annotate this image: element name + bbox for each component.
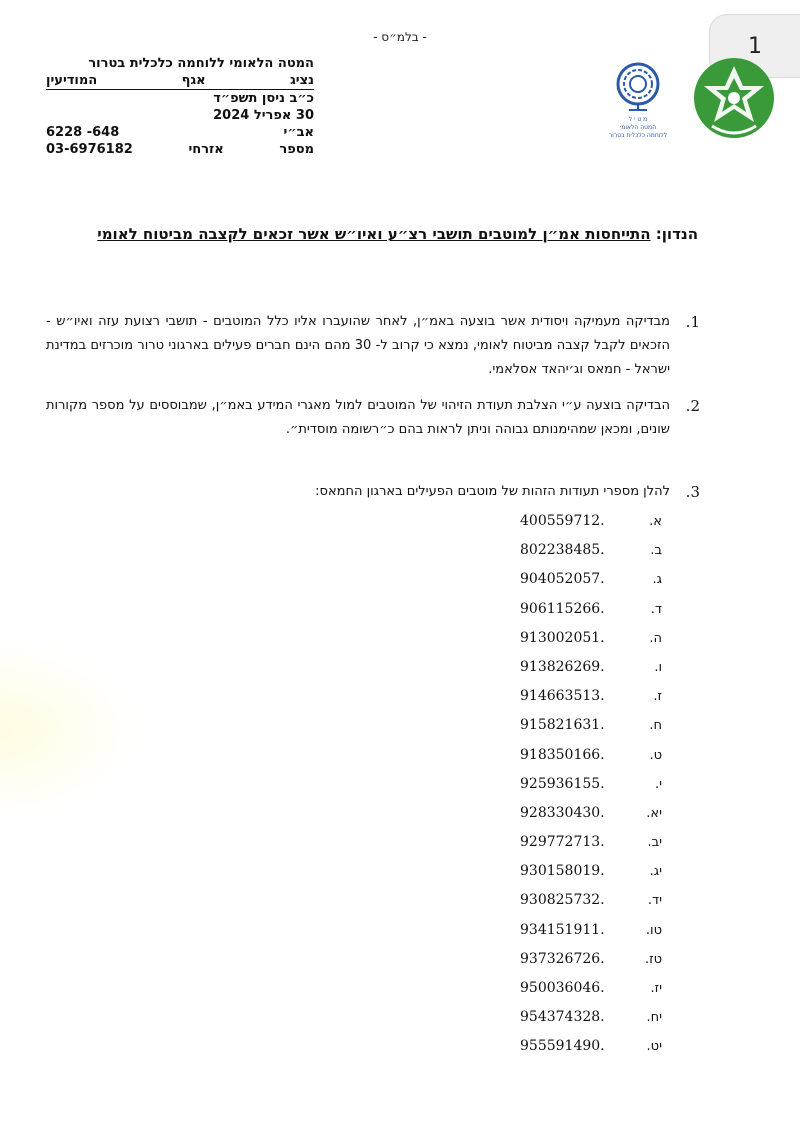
sender-role-value: המודיעין [46, 73, 98, 88]
list-item-letter: ו. [654, 659, 662, 675]
list-item-letter: יג. [649, 864, 662, 880]
list-item [520, 1003, 662, 1032]
list-item [520, 770, 662, 799]
list-item [520, 536, 662, 565]
list-item-letter: ג. [652, 572, 662, 588]
phone-type: אזרחי [188, 142, 224, 157]
sender-org: המטה הלאומי ללוחמה כלכלית בטרור [88, 56, 314, 71]
list-item-id: 930825732. [520, 892, 605, 909]
page-number: 1 [748, 33, 762, 59]
list-item-letter: יז. [650, 981, 662, 996]
list-item-id: 929772713. [520, 834, 605, 851]
list-item-letter: ח. [649, 718, 662, 734]
paragraph-text: הבדיקה בוצעה ע״י הצלבת תעודת הזיהוי של המוטבים למול מאגרי המידע באמ״ן, שמבוססים על מספר מקורות שונים, ומכאן שמהימנותם גבוהה וניתן לראות בהם כ״רשומה מוסדית״. [46, 398, 670, 437]
reference-label: אב״י [283, 125, 314, 140]
list-item-letter: ז. [653, 689, 662, 705]
list-item [520, 682, 662, 711]
list-item-id: 928330430. [520, 804, 605, 821]
list-item-letter: ב. [650, 543, 662, 559]
list-item-letter: יח. [646, 1010, 662, 1026]
classification-label: - בלמ״ס - [373, 30, 427, 44]
sender-role-sep: אגף [181, 73, 206, 88]
list-item-letter: ט. [649, 747, 662, 763]
list-item [520, 886, 662, 915]
list-item-id: 914663513. [520, 688, 605, 705]
list-item [520, 945, 662, 974]
phone-row [46, 141, 314, 158]
list-item-id: 954374328. [520, 1009, 605, 1026]
phone-label: מספר [279, 142, 314, 157]
list-item-letter: יא. [646, 805, 662, 821]
list-item-id: 934151911. [520, 921, 605, 938]
fiu-logo [598, 60, 678, 144]
scan-shade [0, 640, 140, 820]
sender-role-label: נציג [289, 73, 314, 88]
paragraph-number: 3. [685, 483, 700, 501]
date-gregorian: 30 אפריל 2024 [213, 108, 314, 123]
list-item-letter: יד. [647, 893, 662, 909]
reference-row [46, 124, 314, 141]
list-item-id: 918350166. [520, 746, 605, 763]
list-item-id: 802238485. [520, 542, 605, 559]
fiu-logo-line-2: המטה הלאומי [619, 124, 657, 131]
list-item [520, 857, 662, 886]
phone-value: 03-6976182 [46, 142, 133, 157]
list-item [520, 595, 662, 624]
list-item-id: 913002051. [520, 629, 605, 646]
list-item-id: 955591490. [520, 1038, 605, 1055]
list-item-letter: י. [654, 776, 662, 792]
list-item-letter: טז. [644, 951, 662, 967]
list-item-id: 930158019. [520, 863, 605, 880]
list-item [520, 565, 662, 594]
intelligence-emblem-icon [692, 56, 776, 140]
list-item [520, 741, 662, 770]
sender-role-row [46, 72, 314, 90]
paragraph-number: 1. [685, 313, 700, 331]
list-item-letter: יט. [646, 1039, 662, 1055]
list-item-letter: טו. [645, 922, 662, 938]
list-item [520, 624, 662, 653]
reference-value: 6228 -648 [46, 125, 120, 140]
paragraph-text: מבדיקה מעמיקה ויסודית אשר בוצעה באמ״ן, לאחר שהועברו אליו כלל המוטבים - תושבי רצועת עזה ואיו״ש - הזכאים לקבל קצבה מביטוח לאומי, נמצא כי קרוב ל- 30 מהם הינם חברים פעילים בארגוני טרור מוכרזים במדינת ישראל - חמאס וג׳יהאד אסלאמי. [46, 314, 670, 377]
subject-line [50, 222, 698, 246]
list-item-id: 400559712. [520, 513, 605, 529]
paragraph-number: 2. [685, 397, 700, 415]
paragraph-2 [46, 394, 700, 442]
paragraph-text: להלן מספרי תעודות הזהות של מוטבים הפעילים בארגון החמאס: [315, 484, 670, 499]
sender-block [46, 55, 314, 158]
list-item-letter: ה. [649, 630, 662, 646]
list-item [520, 799, 662, 828]
list-item-id: 925936155. [520, 775, 605, 792]
list-item [520, 653, 662, 682]
list-item-id: 906115266. [520, 600, 605, 617]
list-item [520, 711, 662, 740]
list-item [520, 828, 662, 857]
paragraph-3 [46, 480, 700, 504]
date-hebrew: כ״ב ניסן תשפ״ד [213, 91, 314, 106]
subject-text: התייחסות אמ״ן למוטבים תושבי רצ״ע ואיו״ש אשר זכאים לקצבה מביטוח לאומי [97, 225, 651, 243]
fiu-logo-line-3: ללוחמה כלכלית בטרור [608, 132, 668, 139]
list-item [520, 974, 662, 1003]
list-item [520, 916, 662, 945]
list-item-letter: יב. [647, 835, 662, 851]
list-item-id: 904052057. [520, 571, 605, 588]
list-item [520, 507, 662, 536]
list-item-letter: ד. [650, 601, 662, 617]
paragraph-1 [46, 310, 700, 382]
list-item-id: 937326726. [520, 950, 605, 967]
list-item [520, 1032, 662, 1061]
list-item-id: 950036046. [520, 980, 605, 996]
id-number-list [520, 507, 662, 1062]
list-item-id: 913826269. [520, 658, 605, 675]
fiu-logo-line-1: מ ט י ל [628, 116, 648, 123]
list-item-id: 915821631. [520, 717, 605, 734]
list-item-letter: א. [649, 514, 662, 529]
subject-label: הנדון: [655, 225, 698, 243]
globe-fingerprint-icon [611, 60, 665, 112]
